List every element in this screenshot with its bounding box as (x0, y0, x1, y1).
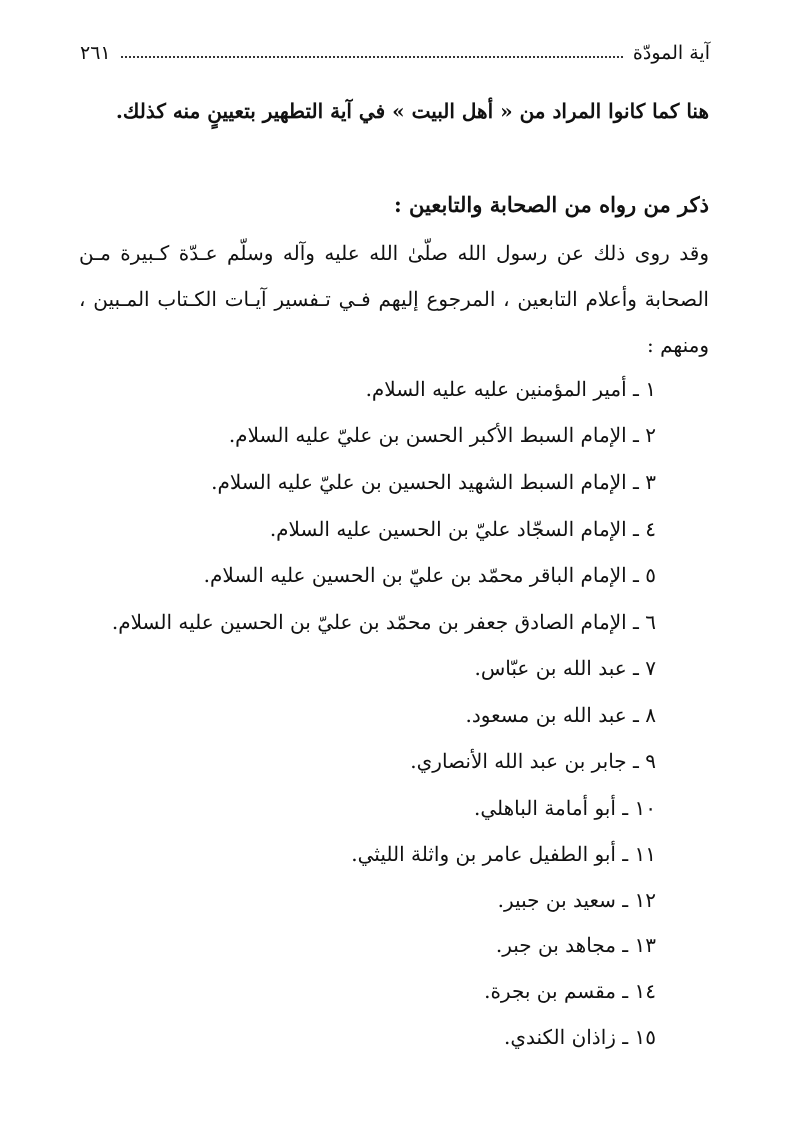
list-item: ٩ ـ جابر بن عبد الله الأنصاري. (410, 749, 656, 773)
list-item: ٤ ـ الإمام السجّاد عليّ بن الحسين عليه السلام. (269, 517, 656, 541)
list-item: ١٤ ـ مقسم بن بجرة. (484, 979, 656, 1003)
page-number: ٢٦١ (80, 42, 111, 64)
list-item: ٢ ـ الإمام السبط الأكبر الحسن بن عليّ عليه السلام. (228, 423, 656, 447)
paragraph-line-1: وقد روى ذلك عن رسول الله صلّىٰ الله عليه وآله وسلّم عـدّة كـبيرة مـن (79, 241, 709, 265)
list-item: ٣ ـ الإمام السبط الشهيد الحسين بن عليّ عليه السلام. (211, 470, 656, 494)
list-item: ٦ ـ الإمام الصادق جعفر بن محمّد بن عليّ بن الحسين عليه السلام. (111, 610, 656, 634)
section-heading: ذكر من رواه من الصحابة والتابعين : (393, 192, 709, 217)
list-item: ٧ ـ عبد الله بن عبّاس. (474, 656, 656, 680)
running-header (80, 34, 710, 64)
list-item: ١٣ ـ مجاهد بن جبر. (495, 933, 656, 957)
list-item: ١٥ ـ زاذان الكندي. (503, 1025, 656, 1049)
list-item: ١ ـ أمير المؤمنين عليه عليه السلام. (365, 377, 656, 401)
header-leader-dots (121, 55, 623, 58)
list-item: ١١ ـ أبو الطفيل عامر بن واثلة الليثي. (351, 842, 656, 866)
list-item: ١٢ ـ سعيد بن جبير. (497, 888, 656, 912)
intro-line: هنا كما كانوا المراد من « أهل البيت » في آية التطهير بتعيينٍ منه كذلك. (115, 99, 709, 123)
list-item: ٥ ـ الإمام الباقر محمّد بن عليّ بن الحسين عليه السلام. (203, 563, 656, 587)
list-item: ٨ ـ عبد الله بن مسعود. (465, 703, 656, 727)
paragraph-line-3: ومنهم : (646, 333, 709, 357)
running-title: آية المودّة (632, 42, 710, 64)
paragraph-line-2: الصحابة وأعلام التابعين ، المرجوع إليهم فـي تـفسير آيـات الكـتاب المـبين ، (79, 287, 709, 311)
list-item: ١٠ ـ أبو أمامة الباهلي. (473, 796, 656, 820)
